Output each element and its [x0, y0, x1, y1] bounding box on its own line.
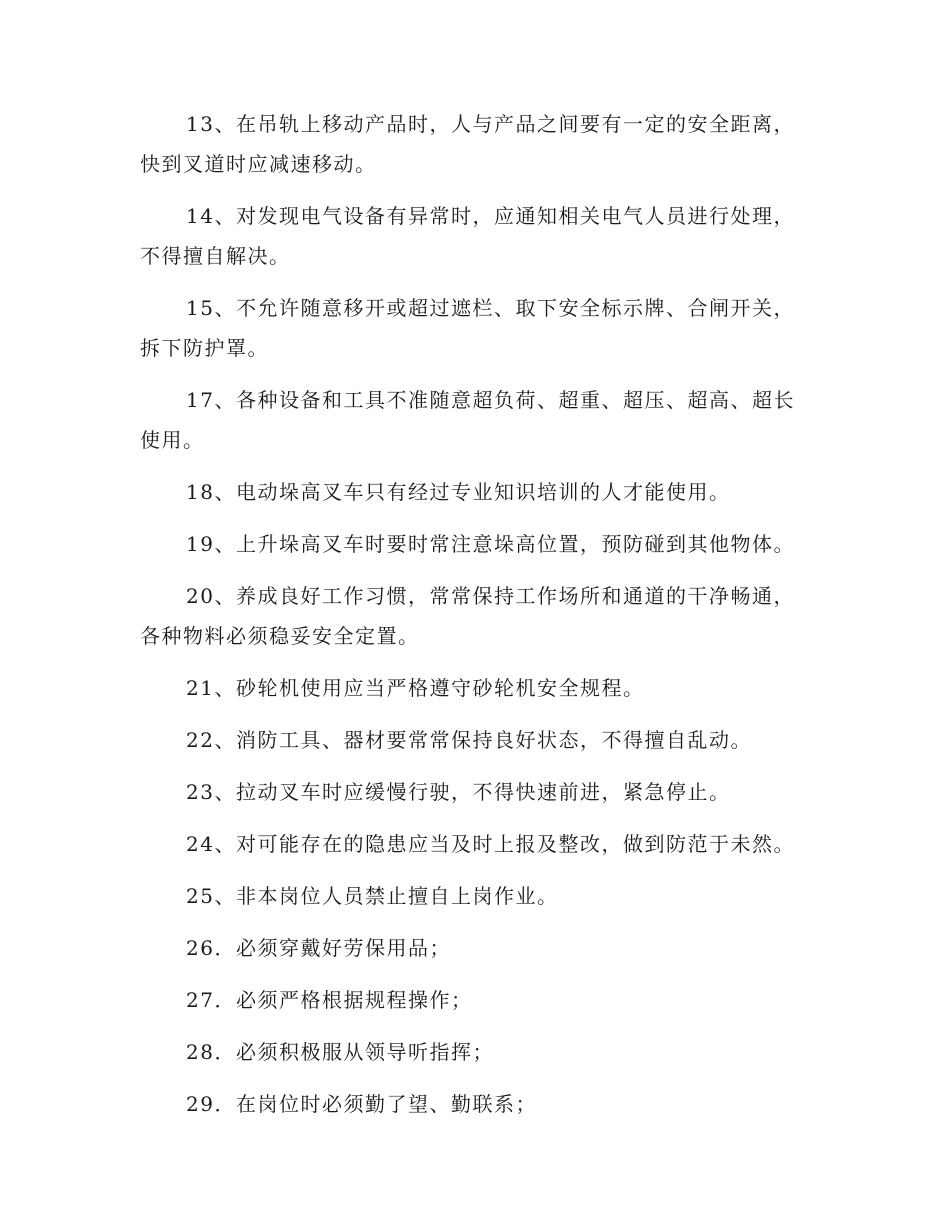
paragraph-15: 15、不允许随意移开或超过遮栏、取下安全标示牌、合闸开关，拆下防护罩。	[140, 296, 795, 360]
paragraph-25: 25、非本岗位人员禁止擅自上岗作业。	[186, 884, 559, 908]
paragraph-14: 14、对发现电气设备有异常时，应通知相关电气人员进行处理，不得擅自解决。	[140, 204, 795, 268]
paragraph-21: 21、砂轮机使用应当严格遵守砂轮机安全规程。	[186, 676, 645, 700]
paragraph-29: 29．在岗位时必须勤了望、勤联系；	[186, 1092, 537, 1116]
paragraph-28: 28．必须积极服从领导听指挥；	[186, 1040, 494, 1064]
paragraph-19: 19、上升垛高叉车时要时常注意垛高位置，预防碰到其他物体。	[186, 532, 795, 556]
paragraph-22: 22、消防工具、器材要常常保持良好状态，不得擅自乱动。	[186, 728, 752, 752]
paragraph-23: 23、拉动叉车时应缓慢行驶，不得快速前进，紧急停止。	[186, 780, 731, 804]
paragraph-17: 17、各种设备和工具不准随意超负荷、超重、超压、超高、超长使用。	[140, 388, 795, 452]
paragraph-18: 18、电动垛高叉车只有经过专业知识培训的人才能使用。	[186, 480, 731, 504]
document-body	[140, 104, 812, 1136]
paragraph-26: 26．必须穿戴好劳保用品；	[186, 936, 451, 960]
paragraph-24: 24、对可能存在的隐患应当及时上报及整改，做到防范于未然。	[186, 832, 795, 856]
paragraph-27: 27．必须严格根据规程操作；	[186, 988, 473, 1012]
paragraph-20: 20、养成良好工作习惯，常常保持工作场所和通道的干净畅通，各种物料必须稳妥安全定置。	[140, 584, 795, 648]
paragraph-13: 13、在吊轨上移动产品时，人与产品之间要有一定的安全距离，快到叉道时应减速移动。	[140, 112, 795, 176]
